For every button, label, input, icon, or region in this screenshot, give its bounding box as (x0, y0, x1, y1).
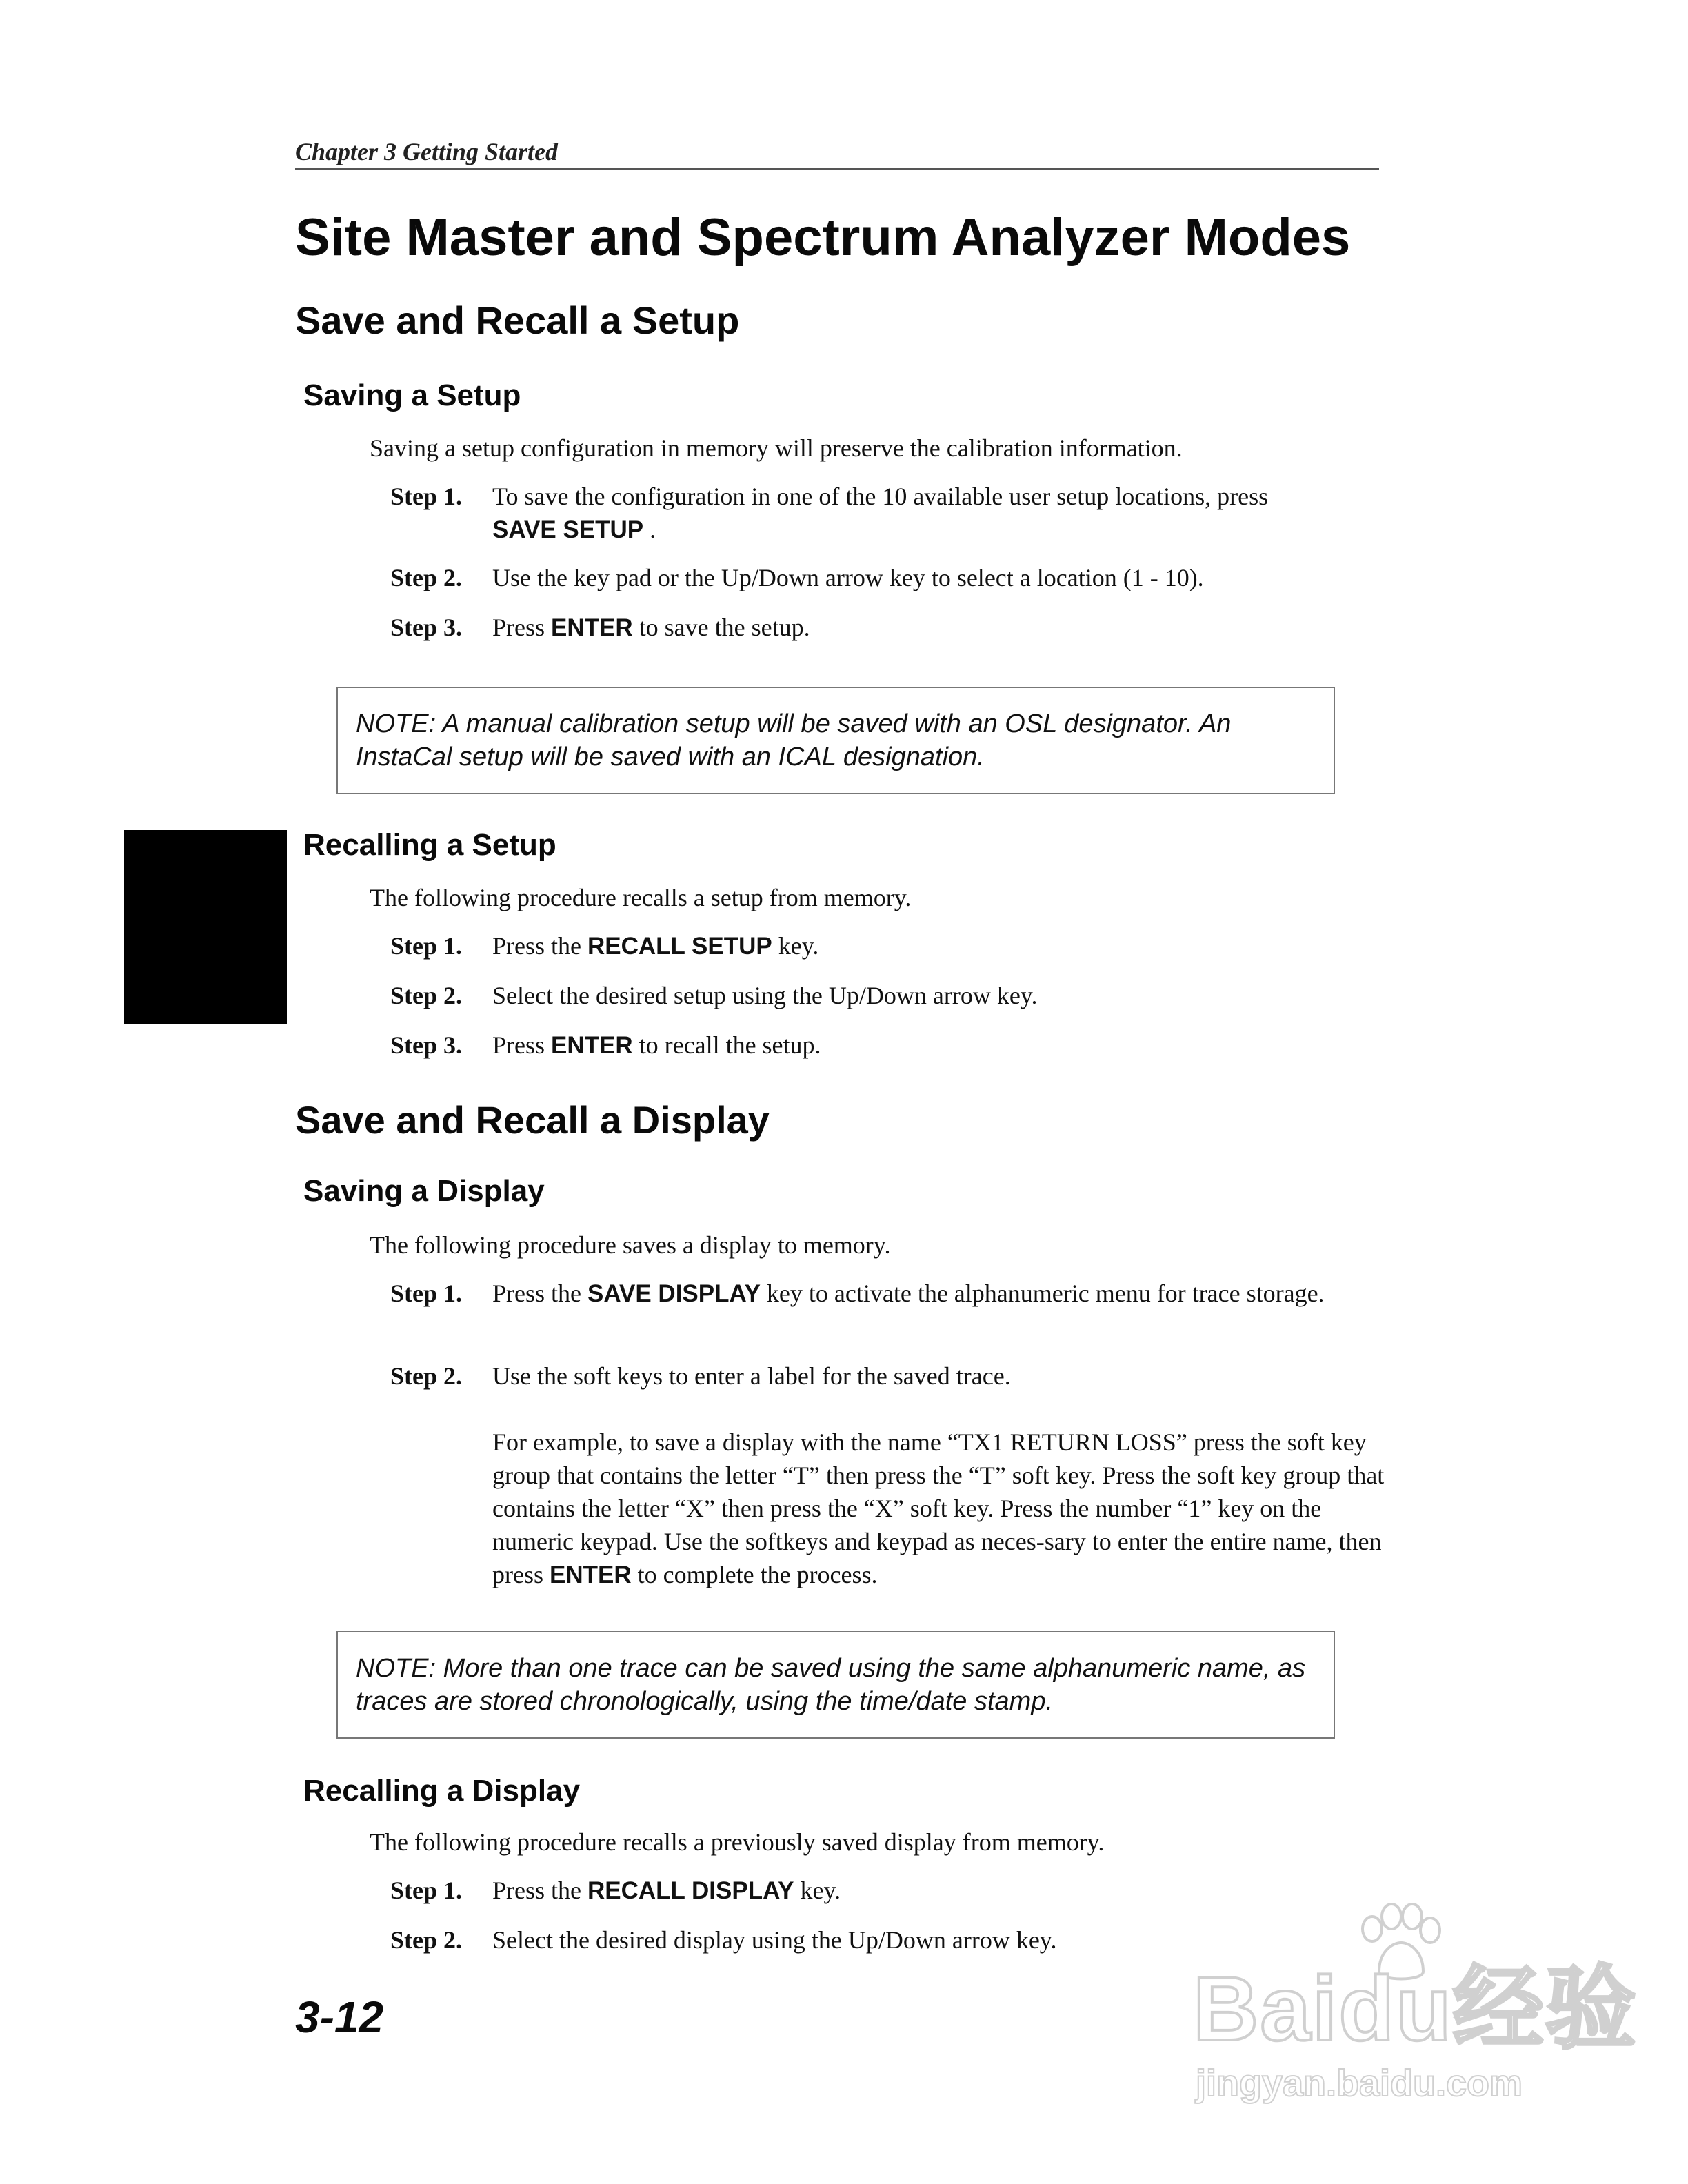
saving-display-step-2 (390, 1359, 1383, 1393)
key-name: RECALL SETUP (587, 933, 772, 960)
step-label: Step 2. (390, 564, 463, 592)
recalling-setup-intro: The following procedure recalls a setup from memory. (370, 884, 912, 911)
step-label: Step 1. (390, 1877, 463, 1904)
recalling-setup-step-2 (390, 979, 1383, 1012)
page-number: 3-12 (295, 1992, 384, 2042)
step-label: Step 1. (390, 932, 463, 960)
step-text: Press ENTER to save the setup. (492, 614, 810, 641)
key-name: ENTER (551, 614, 633, 641)
step-text: Select the desired display using the Up/Down arrow key. (492, 1926, 1057, 1954)
step-label: Step 1. (390, 483, 463, 510)
subsection-title-saving-setup: Saving a Setup (303, 378, 521, 412)
watermark-brand: Baidu经验 (1193, 1958, 1638, 2059)
saving-setup-step-2 (390, 561, 1383, 594)
step-text: Press ENTER to recall the setup. (492, 1031, 821, 1059)
step-label: Step 1. (390, 1280, 463, 1307)
step-label: Step 2. (390, 982, 463, 1009)
step-label: Step 3. (390, 614, 463, 641)
recalling-setup-step-1 (390, 929, 1383, 963)
saving-display-example: For example, to save a display with the name “TX1 RETURN LOSS” press the soft key group that contains the letter “T” then press the “T” soft key. Press the soft key group that contains the letter “X” then press the “X” soft key. Press the number “1” key on the numeric keypad. Use the softkeys and keypad as neces-sary to enter the entire name, then press ENTER to complete the process. (492, 1428, 1385, 1588)
step-text: Press the RECALL DISPLAY key. (492, 1877, 841, 1904)
subsection-title-recalling-setup: Recalling a Setup (303, 828, 556, 862)
subsection-title-recalling-display: Recalling a Display (303, 1774, 581, 1808)
step-label: Step 3. (390, 1031, 463, 1059)
recalling-display-intro: The following procedure recalls a previously saved display from memory. (370, 1828, 1105, 1856)
watermark-url: jingyan.baidu.com (1196, 2063, 1523, 2104)
page-title: Site Master and Spectrum Analyzer Modes (295, 208, 1351, 267)
step-text: Press the RECALL SETUP key. (492, 932, 819, 960)
saving-setup-step-1 (390, 480, 1383, 547)
recalling-setup-step-3 (390, 1029, 1383, 1062)
key-name: RECALL DISPLAY (587, 1877, 794, 1904)
key-name: ENTER (550, 1561, 632, 1588)
chapter-tab-marker (124, 830, 287, 1024)
saving-display-step-1 (390, 1277, 1383, 1311)
step-text: To save the configuration in one of the 10 available user setup locations, press SAVE SETUP . (492, 483, 1269, 543)
section-title-setup: Save and Recall a Setup (295, 299, 740, 342)
key-name: SAVE DISPLAY (587, 1280, 761, 1307)
note-trace-naming: NOTE: More than one trace can be saved using the same alphanumeric name, as traces are stored chronologically, using the time/date stamp. (336, 1631, 1335, 1739)
baidu-watermark (1179, 1903, 1638, 2123)
chapter-header: Chapter 3 Getting Started (295, 135, 1379, 170)
key-name: ENTER (551, 1032, 633, 1059)
step-text: Use the key pad or the Up/Down arrow key to select a location (1 - 10). (492, 564, 1204, 592)
step-text: Select the desired setup using the Up/Down arrow key. (492, 982, 1038, 1009)
section-title-display: Save and Recall a Display (295, 1098, 770, 1142)
saving-setup-intro: Saving a setup configuration in memory will preserve the calibration information. (370, 434, 1183, 462)
subsection-title-saving-display: Saving a Display (303, 1174, 545, 1208)
key-name: SAVE SETUP (492, 516, 644, 543)
step-label: Step 2. (390, 1926, 463, 1954)
step-text: Press the SAVE DISPLAY key to activate the alphanumeric menu for trace storage. (492, 1280, 1325, 1307)
saving-setup-step-3 (390, 611, 1383, 645)
saving-display-intro: The following procedure saves a display to memory. (370, 1231, 891, 1259)
note-calibration-setup: NOTE: A manual calibration setup will be saved with an OSL designator. An InstaCal setup will be saved with an ICAL designation. (336, 687, 1335, 794)
step-label: Step 2. (390, 1362, 463, 1390)
step-text: Use the soft keys to enter a label for the saved trace. (492, 1362, 1011, 1390)
